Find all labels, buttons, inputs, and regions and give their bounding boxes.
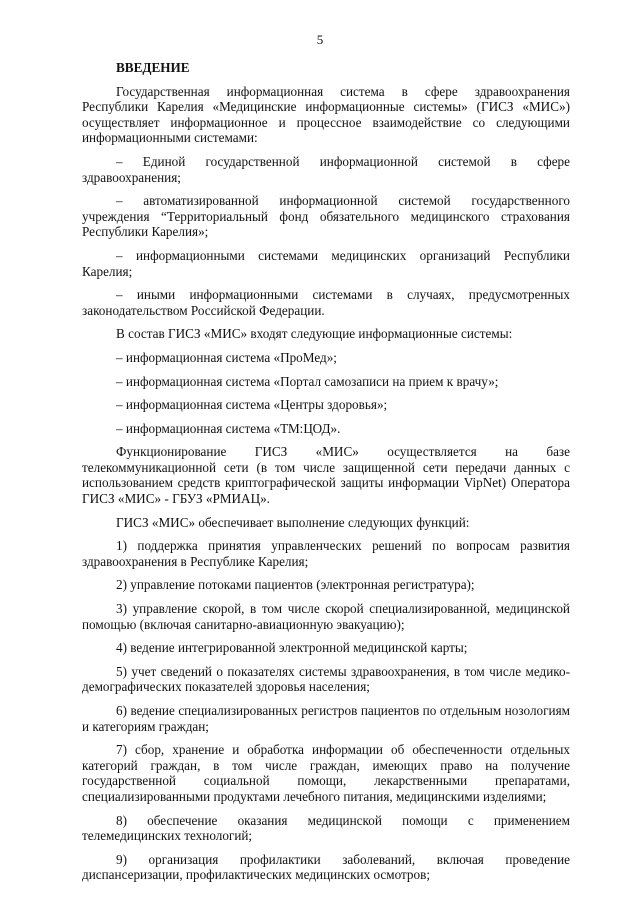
page-number: 5 — [316, 32, 324, 47]
function-item: 8) обеспечение оказания медицинской помощи с применением телемедицинских технологий; — [82, 812, 570, 844]
section-heading: ВВЕДЕНИЕ — [116, 60, 190, 75]
function-item: 9) организация профилактики заболеваний, включая проведение диспансеризации, профилактических медицинских осмотров; — [82, 851, 570, 883]
function-item: 3) управление скорой, в том числе скорой специализированной, медицинской помощью (включая санитарно-авиационную эвакуацию); — [82, 601, 570, 632]
page-content — [82, 60, 570, 891]
composition-item: – информационная система «Портал самозаписи на прием к врачу»; — [116, 373, 499, 389]
function-item: 6) ведение специализированных регистров пациентов по отдельным нозологиям и категориям граждан; — [82, 703, 570, 734]
function-item: 1) поддержка принятия управленческих решений по вопросам развития здравоохранения в Республике Карелия; — [82, 538, 570, 569]
function-item: 4) ведение интегрированной электронной медицинской карты; — [116, 640, 468, 656]
network-paragraph: Функционирование ГИСЗ «МИС» осуществляется на базе телекоммуникационной сети (в том числе защищенной сети передачи данных с использованием средств криптографической защиты информации VipNet) Оператора ГИСЗ «МИС» - ГБУЗ «РМИАЦ». — [82, 444, 570, 507]
functions-intro: ГИСЗ «МИС» обеспечивает выполнение следующих функций: — [116, 514, 470, 530]
composition-item: – информационная система «Центры здоровья»; — [116, 397, 388, 413]
composition-item: – информационная система «ПроМед»; — [116, 349, 337, 365]
composition-intro: В состав ГИСЗ «МИС» входят следующие информационные системы: — [116, 326, 513, 342]
composition-item: – информационная система «ТМ:ЦОД». — [116, 420, 341, 436]
function-item: 2) управление потоками пациентов (электронная регистратура); — [116, 577, 475, 593]
interaction-item: – Единой государственной информационной системой в сфере здравоохранения; — [82, 153, 570, 185]
function-item: 7) сбор, хранение и обработка информации об обеспеченности отдельных категорий граждан, в том числе граждан, имеющих право на получение государственной социальной помощи, лекарственными препаратами, специализированными продуктами лечебного питания, медицинскими изделиями; — [82, 742, 570, 804]
interaction-item: – иными информационными системами в случаях, предусмотренных законодательством Российской Федерации. — [82, 287, 570, 318]
interaction-item: – информационными системами медицинских организаций Республики Карелия; — [82, 247, 570, 279]
interaction-item: – автоматизированной информационной системой государственного учреждения “Территориальный фонд обязательного медицинского страхования Республики Карелия»; — [82, 193, 570, 240]
intro-paragraph: Государственная информационная система в сфере здравоохранения Республики Карелия «Медицинские информационные системы» (ГИСЗ «МИС») осуществляет информационное и процессное взаимодействие со следующими информационными системами: — [82, 83, 570, 146]
function-item: 5) учет сведений о показателях системы здравоохранения, в том числе медико-демографических показателей здоровья населения; — [82, 663, 570, 695]
